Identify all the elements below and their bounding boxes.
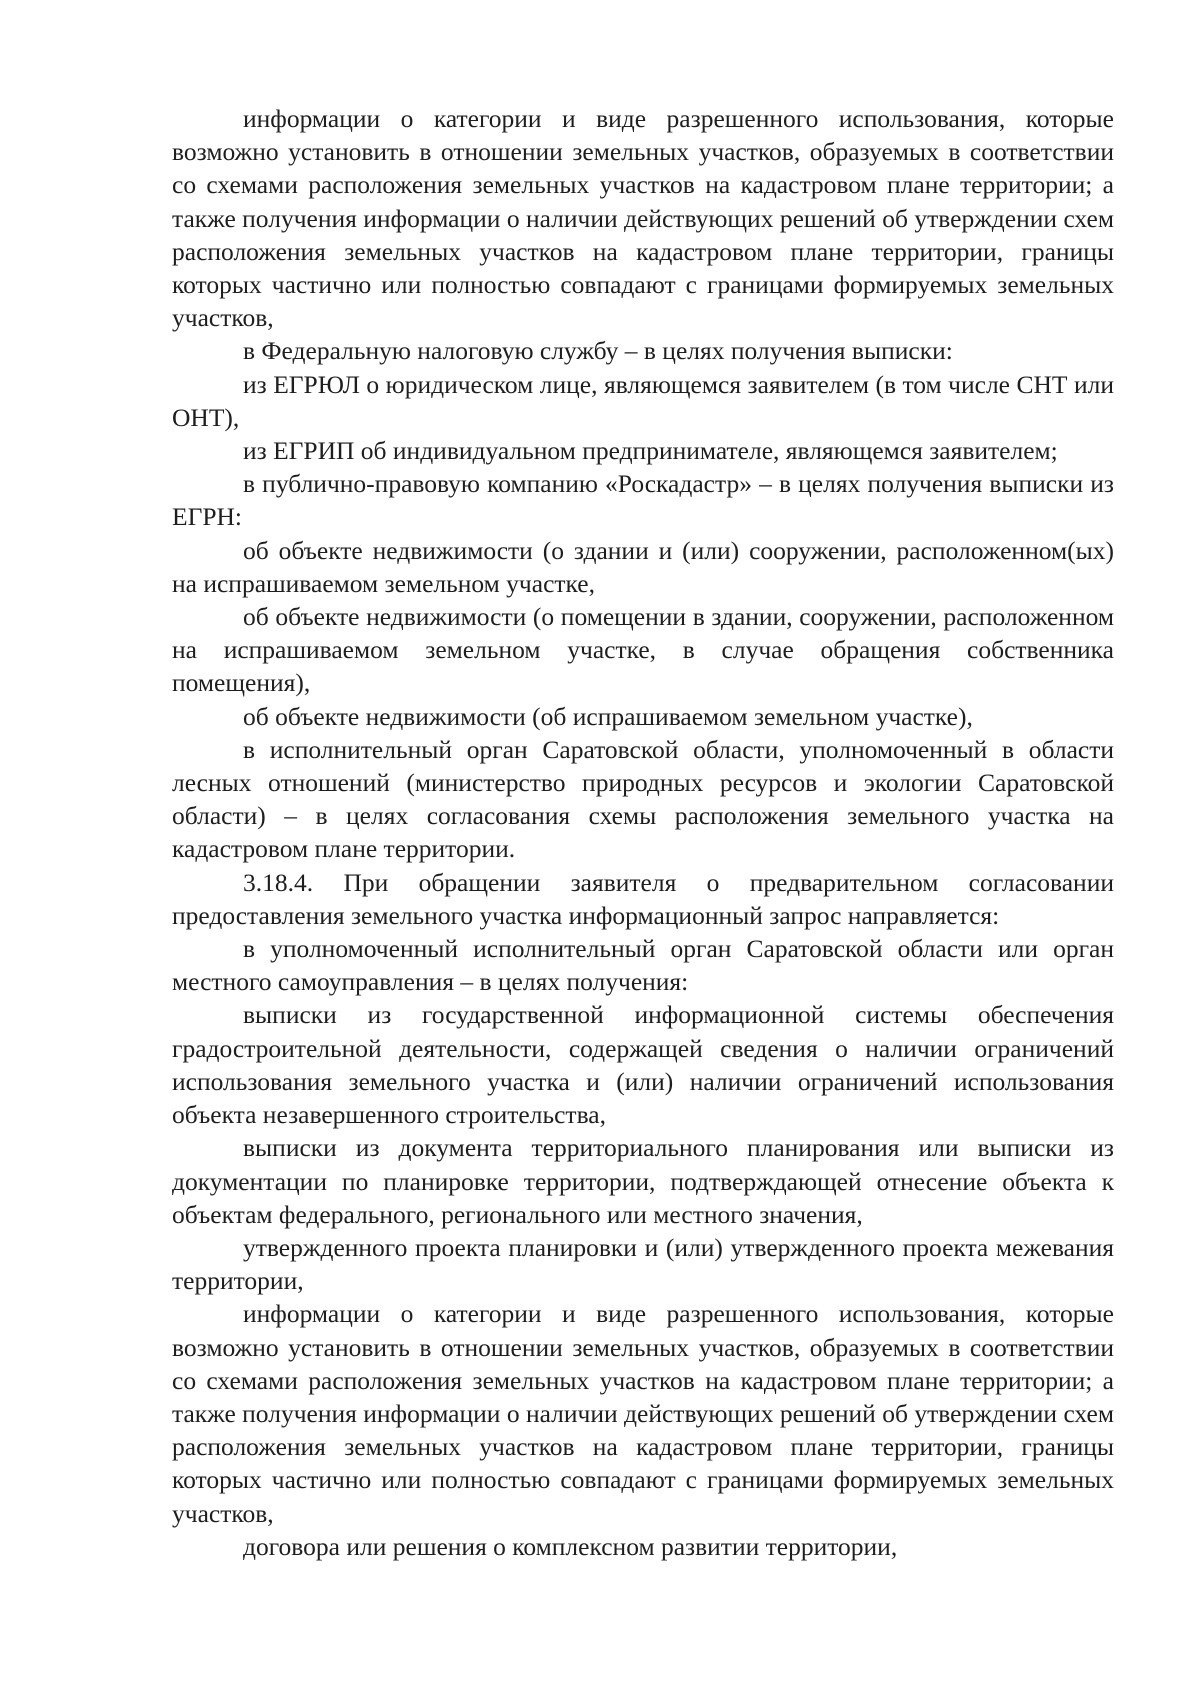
paragraph-planning-document-extract: выписки из документа территориального планирования или выписки из документации по планировке территории, подтверждающей отнесение объекта к объектам федерального, регионального или местного значения, [172,1133,1114,1229]
paragraph-approved-project: утвержденного проекта планировки и (или) утвержденного проекта межевания территории, [172,1232,1114,1296]
paragraph-land-category-info-2: информации о категории и виде разрешенного использования, которые возможно установить в отношении земельных участков, образуемых в соответствии со схемами расположения земельных участков на кадастровом плане территории; а также получения информации о наличии действующих решений об утверждении схем расположения земельных участков на кадастровом плане территории, границы которых частично или полностью совпадают с границами формируемых земельных участков, [172,1299,1114,1528]
paragraph-building-object: об объекте недвижимости (о здании и (или) сооружении, расположенном(ых) на испрашиваемом земельном участке, [172,535,1114,598]
paragraph-section-3-18-4: 3.18.4. При обращении заявителя о предварительном согласовании предоставления земельного участка информационный запрос направляется: [172,867,1114,930]
paragraph-land-plot-object: об объекте недвижимости (об испрашиваемом земельном участке), [243,701,973,731]
paragraph-egrul: из ЕГРЮЛ о юридическом лице, являющемся заявителем (в том числе СНТ или ОНТ), [172,369,1114,432]
paragraph-premises-object: об объекте недвижимости (о помещении в здании, сооружении, расположенном на испрашиваемом земельном участке, в случае обращения собственника помещения), [172,602,1114,698]
paragraph-complex-development: договора или решения о комплексном развитии территории, [243,1531,898,1561]
paragraph-forestry-authority: в исполнительный орган Саратовской области, уполномоченный в области лесных отношений (министерство природных ресурсов и экологии Саратовской области) – в целях согласования схемы расположения земельного участка на кадастровом плане территории. [172,734,1114,864]
paragraph-gisogd-extract: выписки из государственной информационной системы обеспечения градостроительной деятельности, содержащей сведения о наличии ограничений использования земельного участка и (или) наличии ограничений использования объекта незавершенного строительства, [172,1000,1114,1130]
document-page [172,102,1114,1563]
paragraph-roskadastr: в публично-правовую компанию «Роскадастр» – в целях получения выписки из ЕГРН: [172,469,1114,532]
paragraph-egrip: из ЕГРИП об индивидуальном предпринимателе, являющемся заявителем; [243,436,1058,466]
paragraph-tax-service: в Федеральную налоговую службу – в целях получения выписки: [243,336,953,366]
paragraph-authorized-body: в уполномоченный исполнительный орган Саратовской области или орган местного самоуправления – в целях получения: [172,934,1114,997]
paragraph-land-category-info-1: информации о категории и виде разрешенного использования, которые возможно установить в отношении земельных участков, образуемых в соответствии со схемами расположения земельных участков на кадастровом плане территории; а также получения информации о наличии действующих решений об утверждении схем расположения земельных участков на кадастровом плане территории, границы которых частично или полностью совпадают с границами формируемых земельных участков, [172,104,1114,333]
